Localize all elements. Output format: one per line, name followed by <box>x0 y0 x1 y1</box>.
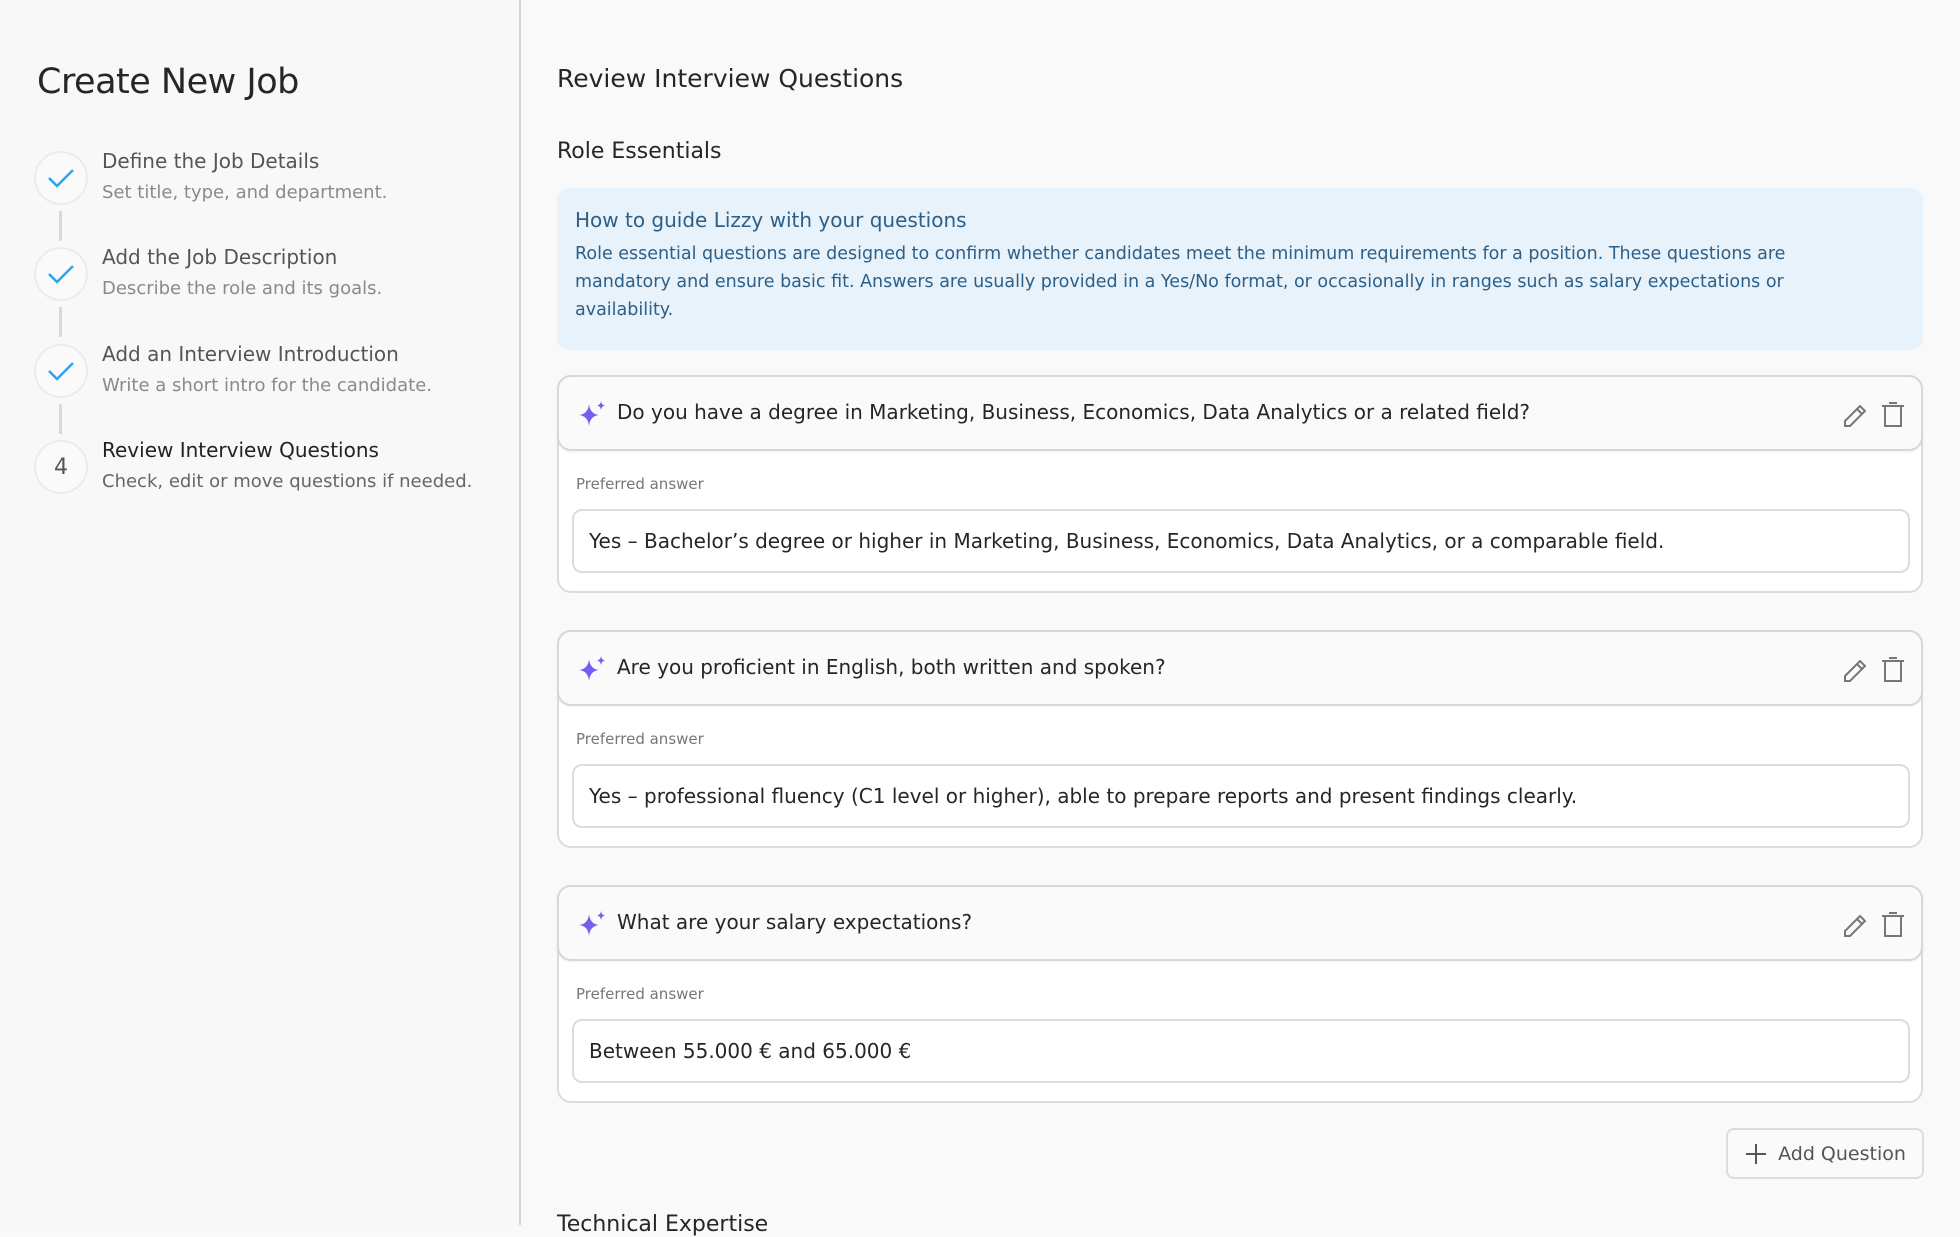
edit-pencil-icon[interactable] <box>1841 909 1869 939</box>
edit-pencil-icon[interactable] <box>1841 654 1869 684</box>
info-box <box>557 188 1923 350</box>
question-card <box>557 630 1923 848</box>
preferred-answer-input[interactable]: Between 55.000 € and 65.000 € <box>572 1019 1910 1083</box>
sparkle-icon <box>577 399 607 429</box>
preferred-answer-label: Preferred answer <box>576 475 704 493</box>
question-header <box>557 375 1923 451</box>
step-subtitle: Check, edit or move questions if needed. <box>102 471 473 492</box>
sparkle-icon <box>577 909 607 939</box>
preferred-answer-label: Preferred answer <box>576 730 704 748</box>
trash-icon[interactable] <box>1879 909 1907 939</box>
trash-icon[interactable] <box>1879 654 1907 684</box>
step-title: Add the Job Description <box>102 245 338 269</box>
question-text: Do you have a degree in Marketing, Business, Economics, Data Analytics or a related field? <box>617 400 1531 424</box>
question-card <box>557 885 1923 1103</box>
plus-icon <box>1744 1142 1768 1166</box>
check-icon <box>34 247 88 301</box>
question-text: What are your salary expectations? <box>617 910 973 934</box>
step-connector <box>59 404 62 434</box>
sidebar <box>0 0 521 1225</box>
section-title: Role Essentials <box>557 139 722 164</box>
step-define-job-details[interactable] <box>34 151 504 231</box>
sidebar-title: Create New Job <box>37 62 299 102</box>
step-subtitle: Set title, type, and department. <box>102 182 388 203</box>
step-connector <box>59 211 62 241</box>
step-title: Add an Interview Introduction <box>102 342 399 366</box>
check-icon <box>34 344 88 398</box>
step-add-interview-introduction[interactable] <box>34 344 504 424</box>
step-title: Define the Job Details <box>102 149 320 173</box>
step-review-interview-questions[interactable] <box>34 440 504 520</box>
add-question-label: Add Question <box>1778 1142 1906 1165</box>
question-header <box>557 630 1923 706</box>
next-section-title: Technical Expertise <box>557 1212 769 1237</box>
step-subtitle: Describe the role and its goals. <box>102 278 383 299</box>
add-question-button[interactable] <box>1726 1128 1924 1179</box>
question-header <box>557 885 1923 961</box>
question-text: Are you proficient in English, both written and spoken? <box>617 655 1166 679</box>
preferred-answer-input[interactable]: Yes – professional fluency (C1 level or higher), able to prepare reports and present findings clearly. <box>572 764 1910 828</box>
step-subtitle: Write a short intro for the candidate. <box>102 375 432 396</box>
info-heading: How to guide Lizzy with your questions <box>575 208 967 232</box>
edit-pencil-icon[interactable] <box>1841 399 1869 429</box>
step-number: 4 <box>34 440 88 494</box>
check-icon <box>34 151 88 205</box>
step-add-job-description[interactable] <box>34 247 504 327</box>
step-title: Review Interview Questions <box>102 438 379 462</box>
preferred-answer-label: Preferred answer <box>576 985 704 1003</box>
trash-icon[interactable] <box>1879 399 1907 429</box>
sparkle-icon <box>577 654 607 684</box>
question-card <box>557 375 1923 593</box>
page-title: Review Interview Questions <box>557 64 904 93</box>
info-body: Role essential questions are designed to confirm whether candidates meet the minimum requirements for a position. These questions are mandatory and ensure basic fit. Answers are usually provided in a Yes/No format, or occasionally in ranges such as salary expectations or availability. <box>575 244 1786 320</box>
preferred-answer-input[interactable]: Yes – Bachelor’s degree or higher in Marketing, Business, Economics, Data Analytics, or a comparable field. <box>572 509 1910 573</box>
step-connector <box>59 307 62 337</box>
